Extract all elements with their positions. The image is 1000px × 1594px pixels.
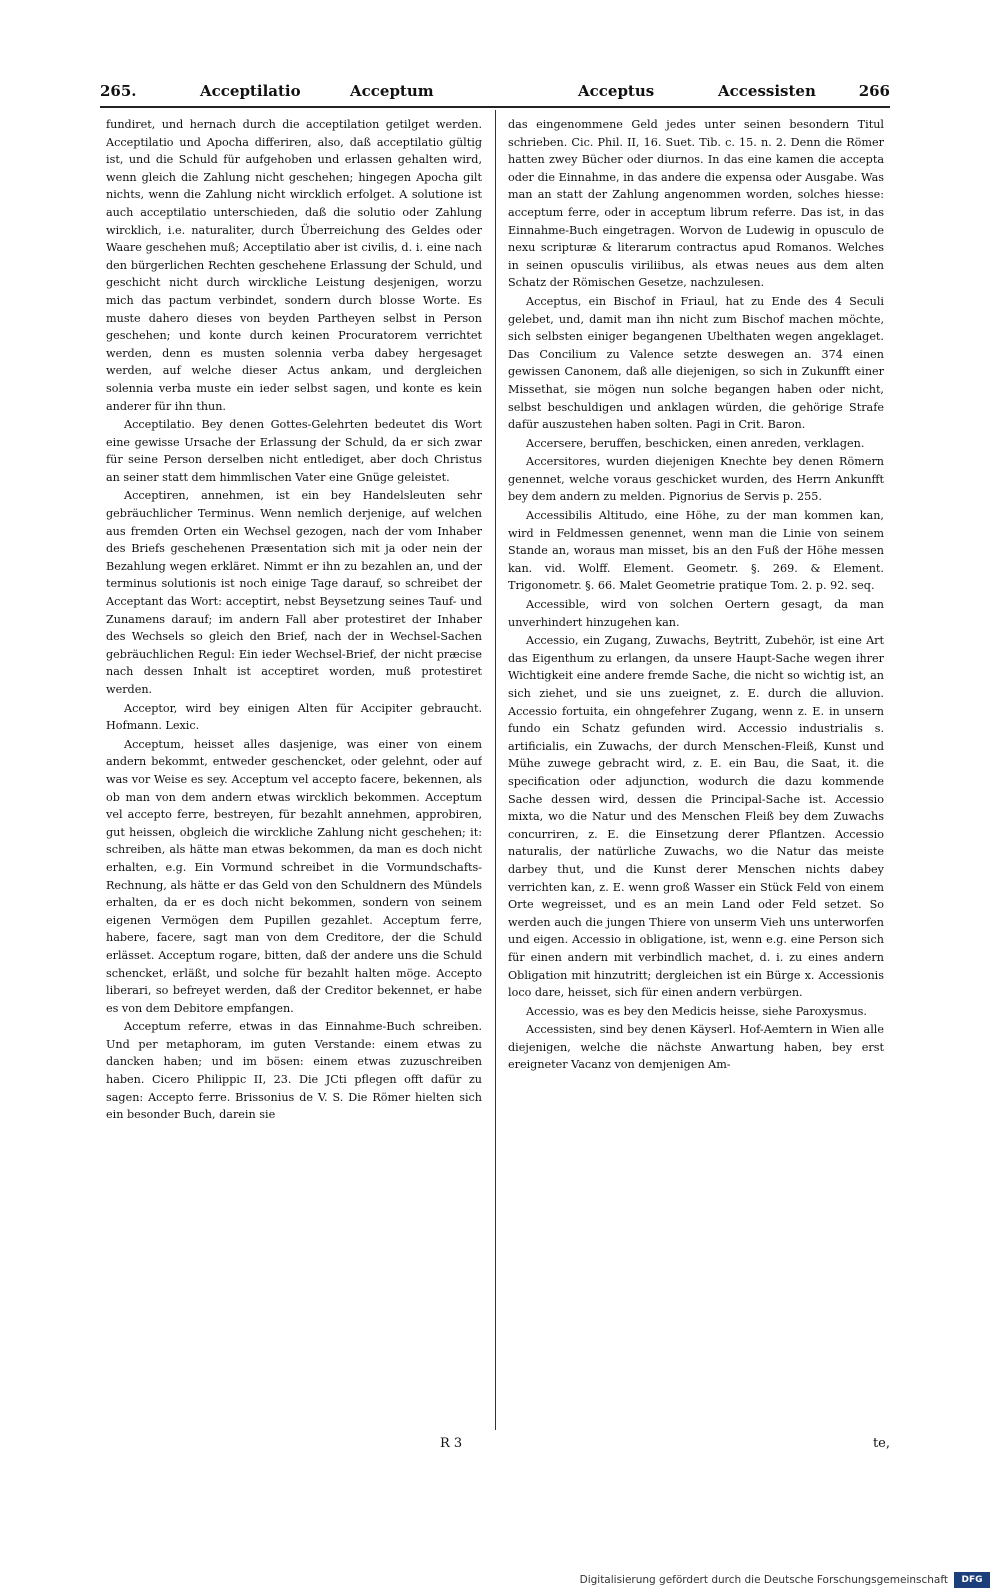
left-entry: Acceptilatio. Bey denen Gottes-Gelehrten bedeutet dis Wort eine gewisse Ursache der Erlassung der Schuld, da er sich zwar für seine Person derselben nicht entlediget, aber doch Christus an seiner statt dem himmlischen Vater eine Gnüge geleistet.: [106, 418, 482, 484]
catchword: te,: [872, 1436, 890, 1451]
right-entry: Accessio, ein Zugang, Zuwachs, Beytritt, Zubehör, ist eine Art das Eigenthum zu erlangen, da unsere Haupt-Sache wegen ihrer Wichtigkeit eine andere fremde Sache, die nicht so wichtig ist, an sich ziehet, und sie uns zueignet, z. E. durch die alluvion. Accessio fortuita, ein ohngefehrer Zugang, wenn z. E. in unsern fundo ein Schatz gefunden wird. Accessio industrialis s. artificialis, ein Zuwachs, der durch Menschen-Fleiß, Kunst und Mühe zuwege gebracht wird, z. E. ein Bau, die Saat, it. die specification oder adjunction, wodurch die dazu kommende Sache dessen wird, dessen die Principal-Sache ist. Accessio mixta, wo die Natur und des Menschen Fleiß bey dem Zuwachs concurriren, z. E. die Einsetzung derer Pflantzen. Accessio naturalis, der natürliche Zuwachs, wo die Natur das meiste darbey thut, und die Kunst derer Menschen nichts dabey verrichten kan, z. E. wenn groß Wasser ein Stück Feld von einem Orte wegreisset, und es an mein Land oder Feld setzet. So werden auch die jungen Thiere von unserm Vieh uns unterworfen und eigen. Accessio in obligatione, ist, wenn e.g. eine Person sich für einen andern mit verbindlich machet, d. i. zu eines andern Obligation mit hinzutritt; dergleichen ist ein Bürge x. Accessionis loco dare, heisset, sich für einen andern verbürgen.: [508, 634, 884, 1000]
left-entry: Acceptor, wird bey einigen Alten für Accipiter gebraucht. Hofmann. Lexic.: [106, 701, 482, 733]
right-entry: Accersitores, wurden diejenigen Knechte bey denen Römern genennet, welche voraus geschicket wurden, des Herrn Ankunfft bey dem andern zu melden. Pignorius de Servis p. 255.: [508, 455, 884, 504]
column-divider: [495, 110, 496, 1430]
headword-left-2: Acceptum: [350, 82, 434, 100]
header-rule: [100, 106, 890, 108]
right-column: [508, 116, 884, 1426]
right-entry: Accessibilis Altitudo, eine Höhe, zu der man kommen kan, wird in Feldmessen genennet, wenn man die Linie von seinem Stande an, woraus man misset, bis an den Fuß der Höhe messen kan. vid. Wolff. Element. Geometr. §. 269. & Element. Trigonometr. §. 66. Malet Geometrie pratique Tom. 2. p. 92. seq.: [508, 509, 884, 593]
digitization-credit: Digitalisierung gefördert durch die Deutsche Forschungsgemeinschaft: [579, 1574, 948, 1586]
right-entry: Accessible, wird von solchen Oertern gesagt, da man unverhindert hinzugehen kan.: [508, 598, 884, 629]
left-entry: Acceptiren, annehmen, ist ein bey Handelsleuten sehr gebräuchlicher Terminus. Wenn nemlich derjenige, auf welchen aus fremden Orten ein Wechsel gezogen, nach der vom Inhaber des Briefs geschehenen Præsentation sich mit ja oder nein der Bezahlung wegen erkläret. Nimmt er ihn zu bezahlen an, und der terminus solutionis ist noch einige Tage darauf, so schreibet der Acceptant das Wort: acceptirt, nebst Beysetzung seines Tauf- und Zunamens darauf; im andern Fall aber protestiret der Inhaber des Wechsels so gleich den Brief, nach der in Wechsel-Sachen gebräuchlichen Regul: Ein ieder Wechsel-Brief, der nicht præcise nach dessen Inhalt ist acceptiret worden, muß protestiret werden.: [106, 489, 482, 696]
right-entry: Acceptus, ein Bischof in Friaul, hat zu Ende des 4 Seculi gelebet, und, damit man ihn nicht zum Bischof machen möchte, sich selbsten einiger begangenen Ubelthaten wegen angeklaget. Das Concilium zu Valence setzte deswegen an. 374 einen gewissen Canonem, daß alle diejenigen, so sich in Zukunfft einer Missethat, sie mögen nun solche begangen haben oder nicht, selbst beschuldigen und anklagen würden, die gehörige Strafe dafür auszustehen haben solten. Pagi in Crit. Baron.: [508, 294, 884, 432]
dfg-logo: DFG: [954, 1572, 990, 1588]
running-header: [100, 76, 890, 110]
headword-right-2: Accessisten: [718, 82, 816, 100]
left-entry: fundiret, und hernach durch die acceptilation getilget werden. Acceptilatio und Apocha differiren, also, daß acceptilatio gültig ist, und die Schuld für aufgehoben und erlassen gehalten wird, wenn gleich die Zahlung nicht geschehen; hingegen Apocha gilt nichts, wenn die Zahlung nicht wircklich erfolget. A solutione ist auch acceptilatio unterschieden, daß die solutio oder Zahlung wircklich, i.e. naturaliter, durch Überreichung des Geldes oder Waare geschehen muß; Acceptilatio aber ist civilis, d. i. eine nach den bürgerlichen Rechten geschehene Erlassung der Schuld, und geschicht nicht durch wirckliche Leistung desjenigen, worzu mich das pactum verbindet, sondern durch blosse Worte. Es muste dahero dieses von beyden Partheyen selbst in Person geschehen; und konte durch keinen Procuratorem verrichtet werden, denn es musten solennia verba dabey hergesaget werden, auf welche dieser Actus ankam, und dergleichen solennia verba muste ein ieder selbst sagen, und konte es kein anderer für ihn thun.: [106, 118, 482, 413]
book-page: [100, 76, 890, 1466]
page-number-right: 266: [858, 82, 890, 100]
right-entry: Accersere, beruffen, beschicken, einen anreden, verklagen.: [526, 436, 865, 450]
signature-mark: R 3: [440, 1436, 463, 1451]
headword-right-1: Acceptus: [578, 82, 655, 100]
left-entry: Acceptum, heisset alles dasjenige, was einer von einem andern bekommt, entweder geschencket, oder gelehnt, oder auf was vor Weise es sey. Acceptum vel accepto facere, bekennen, als ob man von dem andern etwas wircklich bekommen. Acceptum vel accepto ferre, bestreyen, für bezahlt annehmen, approbiren, gut heissen, obgleich die wirckliche Zahlung nicht geschehen; it: schreiben, als hätte man etwas bekommen, da man es doch nicht erhalten, e.g. Ein Vormund schreibet in die Vormundschafts-Rechnung, als hätte er das Geld von den Schuldnern des Mündels erhalten, da er es doch nicht bekommen, sondern von seinem eigenen Vermögen dem Pupillen gezahlet. Acceptum ferre, habere, facere, sagt man von dem Creditore, der die Schuld erlässet. Acceptum rogare, bitten, daß der andere uns die Schuld schencket, erläßt, und solche für bezahlt halten möge. Accepto liberari, so befreyet werden, daß der Creditor bekennet, er habe es von dem Debitore empfangen.: [106, 737, 482, 1015]
left-column: [106, 116, 482, 1426]
right-entry: Accessio, was es bey den Medicis heisse, siehe Paroxysmus.: [526, 1004, 867, 1018]
page-footer: [100, 1436, 890, 1460]
right-entry: das eingenommene Geld jedes unter seinen besondern Titul schrieben. Cic. Phil. II, 16. Suet. Tib. c. 15. n. 2. Denn die Römer hatten zwey Bücher oder diurnos. In das eine kamen die accepta oder die Einnahme, in das andere die expensa oder Ausgabe. Was man an statt der Zahlung angenommen worden, solches hiesse: acceptum ferre, oder in acceptum librum referre. Das ist, in das Einnahme-Buch eingetragen. Worvon de Ludewig in opusculo de nexu scripturæ & literarum contractus apud Romanos. Welches in seinen opusculis viriliibus, als etwas neues aus dem alten Schatz der Römischen Gesetze, nachzulesen.: [508, 118, 884, 290]
page-number-left: 265.: [100, 82, 137, 100]
left-entry: Acceptum referre, etwas in das Einnahme-Buch schreiben. Und per metaphoram, im guten Verstande: einem etwas zu dancken haben; und im bösen: einem etwas zuzuschreiben haben. Cicero Philippic II, 23. Die JCti pflegen offt dafür zu sagen: Accepto ferre. Brissonius de V. S. Die Römer hielten sich ein besonder Buch, darein sie: [106, 1020, 482, 1122]
headword-left-1: Acceptilatio: [200, 82, 301, 100]
right-entry: Accessisten, sind bey denen Käyserl. Hof-Aemtern in Wien alle diejenigen, welche die nächste Anwartung haben, bey erst ereigneter Vacanz von demjenigen Am-: [508, 1023, 884, 1072]
